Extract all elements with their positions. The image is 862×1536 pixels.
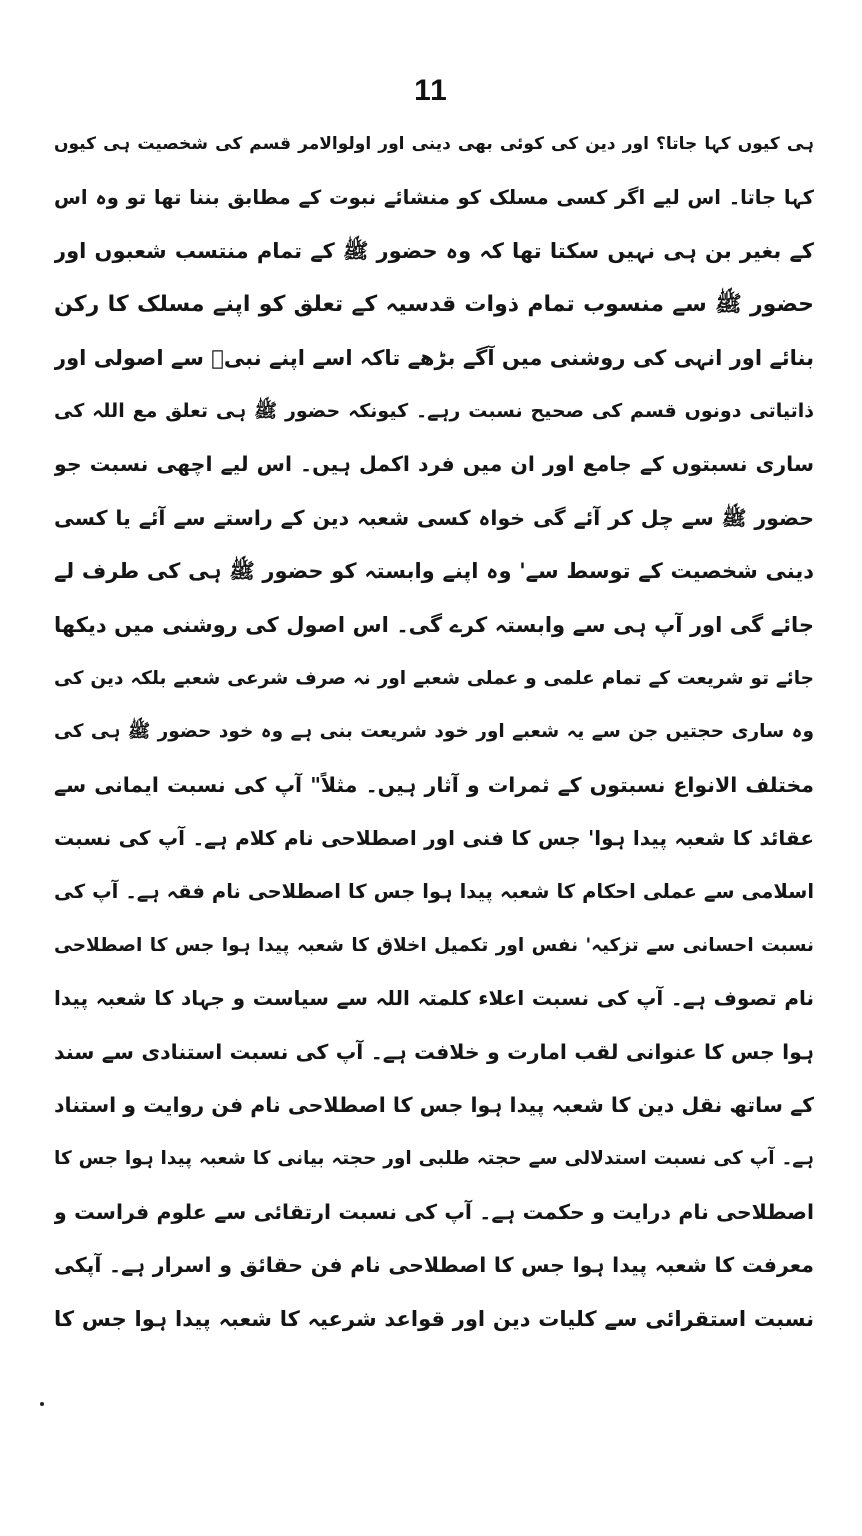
text-line: جائے گی اور آپ ہی سے وابستہ کرے گی۔ اس اصول کی روشنی میں دیکھا [54, 612, 814, 637]
scan-speck [40, 1402, 44, 1406]
text-line: نسبت احسانی سے تزکیہ' نفس اور تکمیل اخلاق کا شعبہ پیدا ہوا جس کا اصطلاحی [54, 934, 814, 956]
text-line: حضور ﷺ سے چل کر آئے گی خواہ کسی شعبہ دین کے راستے سے آئے یا کسی [54, 505, 814, 530]
text-line: مختلف الانواع نسبتوں کے ثمرات و آثار ہیں۔ مثلاً" آپ کی نسبت ایمانی سے [54, 772, 814, 797]
text-line: کہا جاتا۔ اس لیے اگر کسی مسلک کو منشائے نبوت کے مطابق بننا تھا تو وہ اس [54, 186, 814, 210]
text-line: اصطلاحی نام درایت و حکمت ہے۔ آپ کی نسبت ارتقائی سے علوم فراست و [54, 1199, 814, 1224]
text-line: ذاتیاتی دونوں قسم کی صحیح نسبت رہے۔ کیونکہ حضور ﷺ ہی تعلق مع اللہ کی [54, 399, 814, 422]
text-line: ہوا جس کا عنوانی لقب امارت و خلافت ہے۔ آپ کی نسبت استنادی سے سند [54, 1039, 814, 1064]
text-line: ہے۔ آپ کی نسبت استدلالی سے حجتہ طلبی اور حجتہ بیانی کا شعبہ پیدا ہوا جس کا [54, 1148, 814, 1170]
text-line: حضور ﷺ سے منسوب تمام ذوات قدسیہ کے تعلق کو اپنے مسلک کا رکن [54, 292, 814, 318]
body-text [54, 118, 814, 1346]
text-line: جائے تو شریعت کے تمام علمی و عملی شعبے اور نہ صرف شرعی شعبے بلکہ دین کی [54, 667, 814, 689]
text-line: بنائے اور انہی کی روشنی میں آگے بڑھے تاکہ اسے اپنے نبیؐ سے اصولی اور [54, 345, 814, 370]
text-line: نسبت استقرائی سے کلیات دین اور قواعد شرعیہ کا شعبہ پیدا ہوا جس کا [54, 1306, 814, 1331]
text-line: کے ساتھ نقل دین کا شعبہ پیدا ہوا جس کا اصطلاحی نام فن روایت و استناد [54, 1093, 814, 1118]
text-line: دینی شخصیت کے توسط سے' وہ اپنے وابستہ کو حضور ﷺ ہی کی طرف لے [54, 559, 814, 584]
text-line: وہ ساری حجتیں جن سے یہ شعبے اور خود شریعت بنی ہے وہ خود حضور ﷺ ہی کی [54, 721, 814, 743]
text-line: کے بغیر بن ہی نہیں سکتا تھا کہ وہ حضور ﷺ کے تمام منتسب شعبوں اور [54, 238, 814, 263]
text-line: نام تصوف ہے۔ آپ کی نسبت اعلاء کلمتہ اللہ سے سیاست و جہاد کا شعبہ پیدا [54, 986, 814, 1011]
text-line: معرفت کا شعبہ پیدا ہوا جس کا اصطلاحی نام فن حقائق و اسرار ہے۔ آپکی [54, 1253, 814, 1278]
text-line: عقائد کا شعبہ پیدا ہوا' جس کا فنی اور اصطلاحی نام کلام ہے۔ آپ کی نسبت [54, 826, 814, 851]
text-line: ہی کیوں کہا جاتا؟ اور دین کی کوئی بھی دینی اور اولوالامر قسم کی شخصیت ہی کیوں [54, 134, 814, 154]
text-line: ساری نسبتوں کے جامع اور ان میں فرد اکمل ہیں۔ اس لیے اچھی نسبت جو [54, 452, 814, 477]
text-line: اسلامی سے عملی احکام کا شعبہ پیدا ہوا جس کا اصطلاحی نام فقہ ہے۔ آپ کی [54, 880, 814, 904]
page-number: 11 [414, 74, 448, 107]
